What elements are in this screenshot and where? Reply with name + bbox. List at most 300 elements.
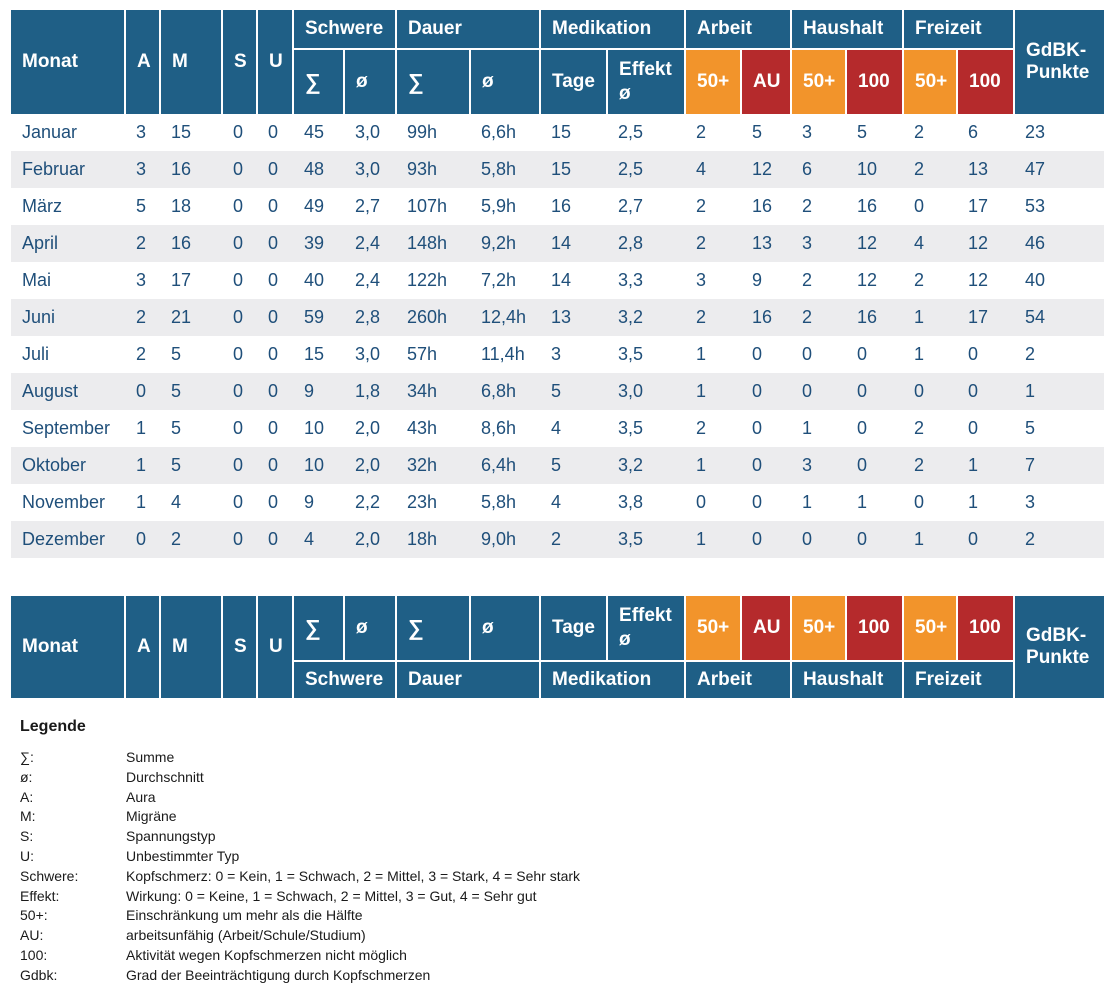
footer-header-haushalt-100: 100: [846, 595, 903, 661]
group-header-haushalt: Haushalt: [791, 10, 903, 49]
cell-haushalt-50: 23: [791, 558, 846, 595]
col-header-s: S: [222, 10, 257, 114]
table-row: [11, 447, 1104, 484]
cell-schwere-sum: 40: [293, 262, 344, 299]
cell-freizeit-100: 0: [957, 336, 1014, 373]
cell-schwere-avg: 2,0: [344, 447, 396, 484]
legend-key: Effekt:: [20, 887, 60, 904]
cell-a: 3: [125, 262, 160, 299]
legend-item: [20, 966, 580, 986]
cell-haushalt-100: 5: [846, 114, 903, 151]
cell-arbeit-50: 4: [685, 151, 741, 188]
legend-text: arbeitsunfähig (Arbeit/Schule/Studium): [126, 927, 366, 944]
cell-a: 2: [125, 299, 160, 336]
legend-item: [20, 788, 580, 808]
legend-item: [20, 946, 580, 966]
cell-dauer-avg: 5,8h: [470, 151, 540, 188]
cell-schwere-sum: 59: [293, 299, 344, 336]
cell-tage: 3: [540, 336, 607, 373]
legend-text: Einschränkung um mehr als die Hälfte: [126, 907, 363, 924]
cell-tage: 2: [540, 521, 607, 558]
cell-arbeit-au: 12: [741, 151, 791, 188]
cell-m: 4: [160, 484, 222, 521]
cell-u: 0: [257, 484, 293, 521]
cell-freizeit-100: 1: [957, 484, 1014, 521]
cell-arbeit-50: 2: [685, 114, 741, 151]
legend-list: [20, 748, 580, 986]
cell-arbeit-au: 0: [741, 336, 791, 373]
group-header-freizeit: Freizeit: [903, 10, 1014, 49]
cell-a: 3: [125, 114, 160, 151]
legend-key: 100:: [20, 946, 48, 963]
table-row: [11, 410, 1104, 447]
cell-dauer-sum: 107h: [396, 188, 470, 225]
cell-gdbk: 54: [1014, 299, 1104, 336]
cell-m: 21: [160, 299, 222, 336]
col-header-a: A: [125, 10, 160, 114]
cell-s: 0: [222, 225, 257, 262]
cell-tage: 15: [540, 114, 607, 151]
footer-group-dauer: Dauer: [396, 661, 540, 698]
cell-s: 0: [222, 336, 257, 373]
cell-tage: 5: [540, 447, 607, 484]
cell-gdbk: 7: [1014, 447, 1104, 484]
cell-effekt: 3,0: [607, 373, 685, 410]
cell-m: 15: [160, 114, 222, 151]
col-header-freizeit-50: 50+: [903, 49, 957, 114]
cell-haushalt-100: 12: [846, 225, 903, 262]
cell-haushalt-50: 2: [791, 299, 846, 336]
footer-header-s: S: [222, 595, 257, 698]
cell-haushalt-100: 1: [846, 484, 903, 521]
legend-key: AU:: [20, 927, 44, 944]
cell-schwere-sum: 48: [293, 151, 344, 188]
legend-key: M:: [20, 808, 36, 825]
cell-s: 0: [222, 188, 257, 225]
cell-arbeit-au: 0: [741, 410, 791, 447]
footer-header-freizeit-100: 100: [957, 595, 1014, 661]
cell-schwere-sum: 49: [293, 188, 344, 225]
cell-effekt: 3,8: [607, 484, 685, 521]
cell-haushalt-100: 0: [846, 410, 903, 447]
cell-u: 0: [257, 151, 293, 188]
cell-effekt: 3,2: [607, 447, 685, 484]
cell-arbeit-au: 0: [741, 373, 791, 410]
cell-dauer-sum: 18h: [396, 521, 470, 558]
cell-arbeit-au: 5: [741, 114, 791, 151]
cell-freizeit-50: 2: [903, 410, 957, 447]
footer-header-freizeit-50: 50+: [903, 595, 957, 661]
cell-tage: 14: [540, 262, 607, 299]
cell-schwere-sum: 9: [293, 373, 344, 410]
cell-monat: Mai: [11, 262, 125, 299]
legend-key: Gdbk:: [20, 966, 58, 983]
cell-haushalt-50: 0: [791, 521, 846, 558]
col-header-u: U: [257, 10, 293, 114]
cell-effekt: 2,8: [607, 225, 685, 262]
table-row: [11, 188, 1104, 225]
cell-schwere-avg: 3,0: [344, 114, 396, 151]
cell-a: 5: [125, 188, 160, 225]
cell-dauer-avg: 12,4h: [470, 299, 540, 336]
cell-monat: Januar: [11, 114, 125, 151]
cell-schwere-avg: 3,0: [344, 336, 396, 373]
cell-arbeit-au: 9: [741, 262, 791, 299]
cell-freizeit-100: 79: [957, 558, 1014, 595]
col-header-tage: Tage: [540, 49, 607, 114]
legend-key: A:: [20, 788, 34, 805]
cell-schwere-avg: 3,0: [344, 151, 396, 188]
footer-group-arbeit: Arbeit: [685, 661, 791, 698]
legend-key: 50+:: [20, 907, 48, 924]
cell-arbeit-50: 2: [685, 225, 741, 262]
cell-m: 18: [160, 188, 222, 225]
cell-gdbk: 23: [1014, 114, 1104, 151]
cell-m: 16: [160, 151, 222, 188]
footer-header-tage: Tage: [540, 595, 607, 661]
cell-dauer-sum: 23h: [396, 484, 470, 521]
cell-haushalt-100: 72: [846, 558, 903, 595]
cell-gdbk: 2: [1014, 336, 1104, 373]
col-header-haushalt-50: 50+: [791, 49, 846, 114]
cell-freizeit-50: 0: [903, 188, 957, 225]
cell-schwere-sum: 39: [293, 225, 344, 262]
cell-effekt: 3,5: [607, 521, 685, 558]
cell-effekt: 2,9: [607, 558, 685, 595]
footer-group-haushalt: Haushalt: [791, 661, 903, 698]
legend-text: Wirkung: 0 = Keine, 1 = Schwach, 2 = Mittel, 3 = Gut, 4 = Sehr gut: [126, 887, 537, 904]
cell-s: 0: [222, 299, 257, 336]
cell-haushalt-50: 6: [791, 151, 846, 188]
legend-text: Aura: [126, 788, 156, 805]
cell-s: 0: [222, 151, 257, 188]
cell-effekt: 3,5: [607, 410, 685, 447]
footer-header-a: A: [125, 595, 160, 698]
cell-effekt: 3,5: [607, 336, 685, 373]
cell-freizeit-50: 4: [903, 225, 957, 262]
legend-text: Unbestimmter Typ: [126, 847, 240, 864]
cell-s: 0: [222, 262, 257, 299]
cell-dauer-avg: 8,6h: [470, 410, 540, 447]
cell-tage: 14: [540, 225, 607, 262]
cell-freizeit-50: 1: [903, 521, 957, 558]
cell-dauer-sum: 93h: [396, 151, 470, 188]
legend-key: ø:: [20, 768, 33, 785]
cell-a: 2: [125, 336, 160, 373]
cell-u: 0: [257, 410, 293, 447]
cell-schwere-avg: 2,7: [344, 188, 396, 225]
cell-a: 0: [125, 373, 160, 410]
legend-text: Grad der Beeinträchtigung durch Kopfschmerzen: [126, 966, 431, 983]
cell-freizeit-100: 17: [957, 299, 1014, 336]
cell-schwere-avg: 2,8: [344, 299, 396, 336]
cell-effekt: 2,5: [607, 114, 685, 151]
cell-haushalt-50: 3: [791, 225, 846, 262]
cell-freizeit-100: 0: [957, 373, 1014, 410]
footer-header-m: M: [160, 595, 222, 698]
cell-dauer-avg: 6,4h: [470, 447, 540, 484]
cell-m: 129: [160, 558, 222, 595]
footer-header-gdbk: GdBK- Punkte: [1014, 595, 1104, 698]
cell-dauer-avg: 5,9h: [470, 188, 540, 225]
cell-schwere-avg: 2,0: [344, 521, 396, 558]
cell-monat: Juli: [11, 336, 125, 373]
footer-header-schwere-avg: ø: [344, 595, 396, 661]
cell-arbeit-au: 13: [741, 225, 791, 262]
legend-item: [20, 906, 580, 926]
cell-haushalt-50: 0: [791, 336, 846, 373]
cell-schwere-avg: 1,8: [344, 373, 396, 410]
cell-freizeit-50: 2: [903, 151, 957, 188]
cell-freizeit-100: 13: [957, 151, 1014, 188]
table-body: [11, 114, 1104, 595]
cell-arbeit-50: 2: [685, 410, 741, 447]
cell-haushalt-50: 1: [791, 484, 846, 521]
cell-effekt: 3,2: [607, 299, 685, 336]
legend: [20, 718, 580, 986]
cell-u: 0: [257, 521, 293, 558]
group-header-dauer: Dauer: [396, 10, 540, 49]
cell-freizeit-50: 0: [903, 373, 957, 410]
legend-item: [20, 867, 580, 887]
cell-gdbk: 5: [1014, 410, 1104, 447]
cell-gdbk: 46: [1014, 225, 1104, 262]
col-header-gdbk: GdBK- Punkte: [1014, 10, 1104, 114]
legend-item: [20, 748, 580, 768]
legend-text: Aktivität wegen Kopfschmerzen nicht möglich: [126, 946, 407, 963]
col-header-schwere-avg: ø: [344, 49, 396, 114]
legend-text: Summe: [126, 749, 175, 765]
cell-a: 1: [125, 410, 160, 447]
cell-freizeit-50: 1: [903, 299, 957, 336]
cell-s: 0: [222, 114, 257, 151]
footer-header-arbeit-50: 50+: [685, 595, 741, 661]
cell-arbeit-50: 2: [685, 299, 741, 336]
cell-effekt: 2,7: [607, 188, 685, 225]
legend-title: Legende: [20, 718, 86, 735]
cell-arbeit-50: 1: [685, 521, 741, 558]
table-row: [11, 262, 1104, 299]
cell-arbeit-50: 1: [685, 336, 741, 373]
cell-freizeit-100: 0: [957, 521, 1014, 558]
table-row: [11, 373, 1104, 410]
cell-monat: Gesamt: [11, 558, 125, 595]
cell-schwere-sum: 45: [293, 114, 344, 151]
legend-text: Spannungstyp: [126, 828, 216, 845]
cell-haushalt-100: 0: [846, 447, 903, 484]
cell-tage: 13: [540, 299, 607, 336]
cell-gdbk: 40: [1014, 262, 1104, 299]
table-row: [11, 299, 1104, 336]
cell-freizeit-50: 0: [903, 484, 957, 521]
cell-arbeit-50: 0: [685, 484, 741, 521]
cell-haushalt-100: 12: [846, 262, 903, 299]
cell-dauer-avg: 6,8h: [470, 373, 540, 410]
cell-dauer-avg: 6,6h: [470, 114, 540, 151]
cell-tage: 4: [540, 484, 607, 521]
cell-s: 0: [222, 484, 257, 521]
legend-item: [20, 768, 580, 788]
cell-arbeit-50: 2: [685, 188, 741, 225]
cell-dauer-sum: 260h: [396, 299, 470, 336]
cell-dauer-sum: 32h: [396, 447, 470, 484]
table-row: [11, 336, 1104, 373]
col-header-monat: Monat: [11, 10, 125, 114]
cell-s: 0: [222, 558, 257, 595]
cell-arbeit-50: 1: [685, 373, 741, 410]
group-header-medikation: Medikation: [540, 10, 685, 49]
cell-s: 0: [222, 410, 257, 447]
cell-dauer-avg: 8,0h: [470, 558, 540, 595]
group-header-schwere: Schwere: [293, 10, 396, 49]
cell-arbeit-au: 0: [741, 521, 791, 558]
cell-gdbk: 2: [1014, 521, 1104, 558]
cell-m: 16: [160, 225, 222, 262]
footer-header-monat: Monat: [11, 595, 125, 698]
cell-freizeit-50: 2: [903, 262, 957, 299]
legend-key: U:: [20, 847, 34, 864]
cell-schwere-sum: 4: [293, 521, 344, 558]
cell-dauer-sum: 99h: [396, 114, 470, 151]
cell-gdbk: 283: [1014, 558, 1104, 595]
col-header-effekt: Effekt ø: [607, 49, 685, 114]
cell-monat: Oktober: [11, 447, 125, 484]
cell-arbeit-au: 71: [741, 558, 791, 595]
cell-m: 2: [160, 521, 222, 558]
cell-dauer-sum: 122h: [396, 262, 470, 299]
cell-monat: November: [11, 484, 125, 521]
cell-m: 5: [160, 336, 222, 373]
cell-s: 0: [222, 521, 257, 558]
cell-haushalt-100: 0: [846, 336, 903, 373]
cell-schwere-sum: 9: [293, 484, 344, 521]
legend-item: [20, 926, 580, 946]
cell-a: 23: [125, 558, 160, 595]
cell-haushalt-100: 16: [846, 299, 903, 336]
cell-monat: April: [11, 225, 125, 262]
footer-group-freizeit: Freizeit: [903, 661, 1014, 698]
legend-text: Kopfschmerz: 0 = Kein, 1 = Schwach, 2 = Mittel, 3 = Stark, 4 = Sehr stark: [126, 867, 581, 884]
col-header-dauer-sum: ∑: [396, 49, 470, 114]
col-header-haushalt-100: 100: [846, 49, 903, 114]
cell-tage: 110: [540, 558, 607, 595]
col-header-arbeit-50: 50+: [685, 49, 741, 114]
cell-dauer-avg: 5,8h: [470, 484, 540, 521]
cell-arbeit-50: 1: [685, 447, 741, 484]
cell-effekt: 3,3: [607, 262, 685, 299]
cell-gdbk: 1: [1014, 373, 1104, 410]
cell-haushalt-50: 1: [791, 410, 846, 447]
cell-m: 5: [160, 410, 222, 447]
cell-u: 0: [257, 225, 293, 262]
footer-header-dauer-sum: ∑: [396, 595, 470, 661]
cell-schwere-avg: 2,4: [344, 225, 396, 262]
cell-monat: Februar: [11, 151, 125, 188]
cell-tage: 4: [540, 410, 607, 447]
cell-dauer-avg: 11,4h: [470, 336, 540, 373]
cell-freizeit-100: 6: [957, 114, 1014, 151]
legend-key: S:: [20, 828, 34, 845]
legend-item: [20, 847, 580, 867]
legend-text: Durchschnitt: [126, 768, 204, 785]
cell-u: 0: [257, 558, 293, 595]
cell-dauer-avg: 9,2h: [470, 225, 540, 262]
cell-schwere-avg: 2,4: [344, 262, 396, 299]
cell-schwere-avg: 2,0: [344, 410, 396, 447]
cell-arbeit-50: 21: [685, 558, 741, 595]
col-header-dauer-avg: ø: [470, 49, 540, 114]
headache-summary-table: [11, 10, 1104, 698]
cell-monat: März: [11, 188, 125, 225]
cell-tage: 16: [540, 188, 607, 225]
cell-freizeit-50: 2: [903, 447, 957, 484]
cell-schwere-avg: 2,2: [344, 484, 396, 521]
footer-header-u: U: [257, 595, 293, 698]
table-row: [11, 521, 1104, 558]
cell-arbeit-au: 16: [741, 299, 791, 336]
cell-arbeit-au: 0: [741, 484, 791, 521]
cell-u: 0: [257, 336, 293, 373]
group-header-arbeit: Arbeit: [685, 10, 791, 49]
cell-arbeit-au: 0: [741, 447, 791, 484]
cell-gdbk: 47: [1014, 151, 1104, 188]
col-header-freizeit-100: 100: [957, 49, 1014, 114]
cell-m: 5: [160, 373, 222, 410]
cell-effekt: 2,5: [607, 151, 685, 188]
cell-monat: September: [11, 410, 125, 447]
legend-item: [20, 827, 580, 847]
cell-freizeit-100: 12: [957, 262, 1014, 299]
cell-haushalt-50: 0: [791, 373, 846, 410]
cell-s: 0: [222, 373, 257, 410]
col-header-m: M: [160, 10, 222, 114]
cell-a: 0: [125, 521, 160, 558]
cell-freizeit-100: 0: [957, 410, 1014, 447]
cell-schwere-sum: 10: [293, 447, 344, 484]
cell-freizeit-50: 17: [903, 558, 957, 595]
cell-haushalt-50: 3: [791, 114, 846, 151]
table-row: [11, 484, 1104, 521]
cell-schwere-sum: 10: [293, 410, 344, 447]
cell-haushalt-100: 0: [846, 373, 903, 410]
footer-header-effekt: Effekt ø: [607, 595, 685, 661]
cell-tage: 5: [540, 373, 607, 410]
cell-schwere-sum: 337: [293, 558, 344, 595]
cell-freizeit-100: 12: [957, 225, 1014, 262]
cell-freizeit-50: 2: [903, 114, 957, 151]
cell-schwere-sum: 15: [293, 336, 344, 373]
total-row: [11, 558, 1104, 595]
cell-haushalt-50: 2: [791, 262, 846, 299]
cell-s: 0: [222, 447, 257, 484]
cell-arbeit-au: 16: [741, 188, 791, 225]
footer-group-schwere: Schwere: [293, 661, 396, 698]
footer-header-haushalt-50: 50+: [791, 595, 846, 661]
cell-monat: Dezember: [11, 521, 125, 558]
cell-arbeit-50: 3: [685, 262, 741, 299]
cell-u: 0: [257, 373, 293, 410]
cell-m: 17: [160, 262, 222, 299]
cell-tage: 15: [540, 151, 607, 188]
footer-group-medikation: Medikation: [540, 661, 685, 698]
cell-haushalt-100: 0: [846, 521, 903, 558]
cell-a: 3: [125, 151, 160, 188]
cell-monat: August: [11, 373, 125, 410]
footer-header-arbeit-au: AU: [741, 595, 791, 661]
summary-table-container: [11, 10, 1104, 698]
table-row: [11, 225, 1104, 262]
cell-freizeit-100: 1: [957, 447, 1014, 484]
